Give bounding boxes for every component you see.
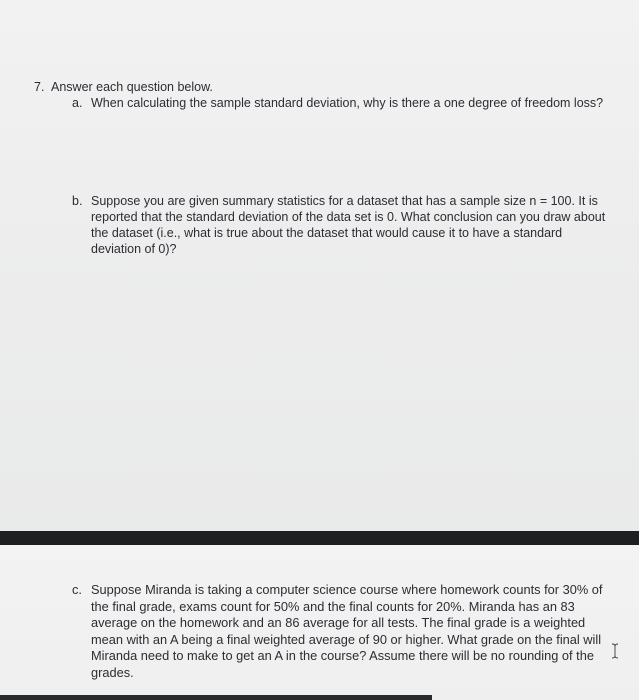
part-a-letter: a. [72, 96, 83, 110]
text-cursor-icon [611, 643, 619, 659]
part-a-text: When calculating the sample standard deviation, why is there a one degree of freedom loss? [91, 96, 604, 110]
part-b-letter: b. [72, 194, 83, 208]
part-c-text: Suppose Miranda is taking a computer science course where homework counts for 30% of the final grade, exams count for 50% and the final counts for 20%. Miranda has an 83 average on the homework and an 86 average for all tests. The final grade is a weighted mean with an A being a final weighted average of 90 or higher. What grade on the final will Miranda need to make to get an A in the course? Assume there will be no rounding of the grades. [91, 582, 603, 680]
bottom-edge-shadow [0, 695, 432, 700]
page-divider-bar [0, 531, 639, 545]
question-number: 7. [34, 80, 45, 94]
part-c-letter: c. [72, 582, 82, 597]
part-b-text: Suppose you are given summary statistics for a dataset that has a sample size n = 100. It is reported that the standard deviation of the data set is 0. What conclusion can you draw about the dataset (i.e., what is true about the dataset that would cause it to have a standard deviation of 0)? [91, 194, 606, 256]
question-heading: Answer each question below. [51, 80, 213, 94]
